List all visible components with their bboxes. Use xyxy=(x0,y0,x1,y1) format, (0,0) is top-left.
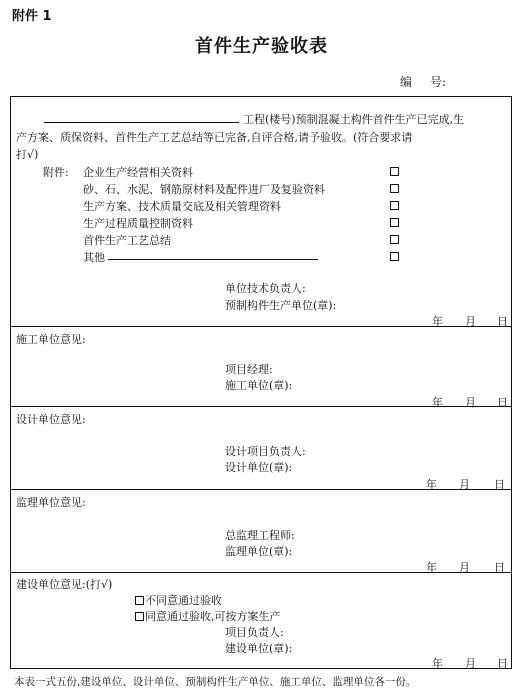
owner-lead-label: 项目负责人: xyxy=(225,626,284,639)
acceptance-table xyxy=(10,96,512,669)
reject-checkbox[interactable] xyxy=(135,596,144,605)
section-owner-unit xyxy=(11,572,511,669)
approve-checkbox[interactable] xyxy=(135,612,144,621)
production-unit-seal-label: 预制构件生产单位(章): xyxy=(225,299,337,312)
other-attachment-blank[interactable] xyxy=(108,247,318,260)
design-lead-label: 设计项目负责人: xyxy=(225,445,306,458)
design-opinion-title: 设计单位意见: xyxy=(16,413,86,426)
attachment-item-5: 首件生产工艺总结 xyxy=(83,234,171,247)
checkbox-item-6[interactable] xyxy=(390,252,399,261)
date-month: 月 xyxy=(465,396,476,409)
construction-seal-label: 施工单位(章): xyxy=(225,379,293,392)
owner-opinion-title: 建设单位意见:(打√) xyxy=(16,578,113,591)
date-month: 月 xyxy=(465,315,476,328)
date-day: 日 xyxy=(497,396,508,409)
attachment-item-6: 其他 xyxy=(83,251,105,264)
section-construction-unit xyxy=(11,326,511,407)
footer-note: 本表一式五份,建设单位、设计单位、预制构件生产单位、施工单位、监理单位各一份。 xyxy=(14,676,417,688)
section-production-unit xyxy=(11,97,511,326)
supervision-opinion-title: 监理单位意见: xyxy=(16,496,86,509)
serial-label-char2: 号: xyxy=(430,75,447,89)
section-supervision-unit xyxy=(11,489,511,573)
date-day: 日 xyxy=(497,315,508,328)
option-reject[interactable] xyxy=(135,592,222,608)
date-year: 年 xyxy=(426,478,437,491)
page-title: 首件生产验收表 xyxy=(195,36,328,57)
serial-label-char1: 编 xyxy=(400,75,413,89)
option-approve-label: 同意通过验收,可按方案生产 xyxy=(145,610,281,623)
intro-line-3: 打√) xyxy=(16,148,39,161)
project-manager-label: 项目经理: xyxy=(225,363,273,376)
date-year: 年 xyxy=(426,561,437,574)
date-month: 月 xyxy=(465,657,476,670)
date-day: 日 xyxy=(494,561,505,574)
project-name-blank[interactable] xyxy=(44,110,239,123)
owner-seal-label: 建设单位(章): xyxy=(225,642,293,655)
intro-line-1: 工程(楼号)预制混凝土构件首件生产已完成,生 xyxy=(243,113,465,126)
date-year: 年 xyxy=(432,315,443,328)
date-month: 月 xyxy=(459,561,470,574)
date-day: 日 xyxy=(497,657,508,670)
date-year: 年 xyxy=(432,396,443,409)
date-month: 月 xyxy=(459,478,470,491)
serial-number-label xyxy=(400,73,446,90)
option-approve[interactable] xyxy=(135,608,281,624)
supervision-seal-label: 监理单位(章): xyxy=(225,545,293,558)
chief-supervisor-label: 总监理工程师: xyxy=(225,529,295,542)
option-reject-label: 不同意通过验收 xyxy=(145,594,222,607)
checkbox-item-4[interactable] xyxy=(390,218,399,227)
attachment-item-4: 生产过程质量控制资料 xyxy=(83,217,193,230)
construction-opinion-title: 施工单位意见: xyxy=(16,333,86,346)
attachment-label: 附件 1 xyxy=(12,9,52,24)
attachment-item-1: 企业生产经营相关资料 xyxy=(83,166,193,179)
attachments-label: 附件: xyxy=(43,166,69,179)
section-design-unit xyxy=(11,406,511,490)
design-seal-label: 设计单位(章): xyxy=(225,461,293,474)
checkbox-item-1[interactable] xyxy=(390,167,399,176)
checkbox-item-3[interactable] xyxy=(390,201,399,210)
attachment-item-3: 生产方案、技术质量交底及相关管理资料 xyxy=(83,200,281,213)
attachment-item-2: 砂、石、水泥、钢筋原材料及配件进厂及复验资料 xyxy=(83,183,325,196)
checkbox-item-5[interactable] xyxy=(390,235,399,244)
checkbox-item-2[interactable] xyxy=(390,184,399,193)
date-day: 日 xyxy=(494,478,505,491)
tech-lead-sign-label: 单位技术负责人: xyxy=(225,282,306,295)
intro-line-2: 产方案、质保资料、首件生产工艺总结等已完备,自评合格,请予验收。(符合要求请 xyxy=(16,131,413,144)
date-year: 年 xyxy=(432,657,443,670)
